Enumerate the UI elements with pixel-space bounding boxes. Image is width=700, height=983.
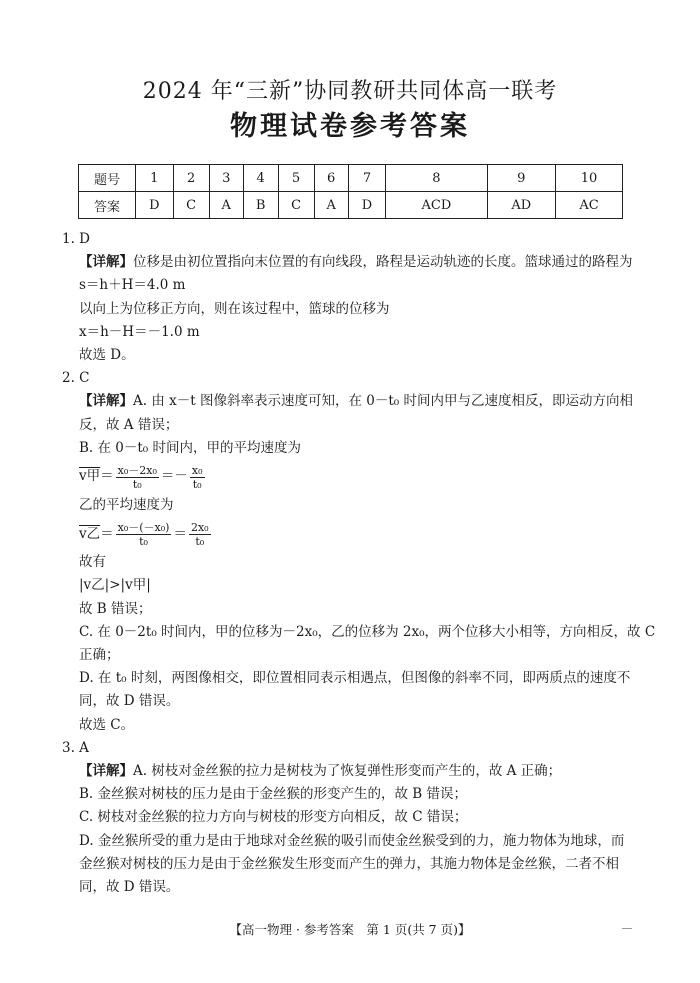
answer-cell: D xyxy=(348,192,386,219)
explanation-line: 故 B 错误； xyxy=(79,600,152,617)
equation-average-velocity-yi: v乙 ＝ $\frac{\text{x₀－(－x₀)}}{\text{t₀}}$ ＝ $\frac{\text{2x₀}}{\text{t₀}}$ xyxy=(79,520,209,548)
explanation-text: ₀ 时间内甲与乙速度相反，即运动方向相 xyxy=(393,393,633,410)
question-number: 8 xyxy=(386,165,487,192)
fraction: $\frac{\text{2x₀}}{\text{t₀}}$ xyxy=(190,520,209,548)
answer-cell: AC xyxy=(555,192,622,219)
explanation-line: 故有 xyxy=(79,554,106,571)
question-heading: 1. D xyxy=(62,231,90,247)
answer-cell: A xyxy=(209,192,243,219)
question-heading: 3. A xyxy=(62,739,89,756)
answer-table-header: 答案 xyxy=(79,192,136,219)
answer-cell: C xyxy=(173,192,209,219)
explanation-line: C. 树枝对金丝猴的拉力方向与树枝的形变方向相反，故 C 错误； xyxy=(79,809,468,826)
answer-cell: ACD xyxy=(386,192,487,219)
answer-table xyxy=(78,164,623,219)
explanation-text: 位移是由初位置指向末位置的有向线段，路程是运动轨迹的长度。篮球通过的路程为 xyxy=(133,254,633,271)
answer-table-number-row xyxy=(79,165,623,192)
conclusion-line: 故选 D。 xyxy=(79,347,135,364)
explanation-line: B. 金丝猴对树枝的压力是由于金丝猴的形变产生的，故 B 错误； xyxy=(79,786,468,803)
equation-lhs: v甲 xyxy=(79,468,101,485)
equation-average-velocity-jia: v甲 ＝ $\frac{\text{x₀－2x₀}}{\text{t₀}}$ ＝－ $\frac{\text{x₀}}{\text{t₀}}$ xyxy=(79,463,203,491)
question-number: 7 xyxy=(348,165,386,192)
explanation-text: A. 由 x－t 图像斜率表示速度可知，在 0－t xyxy=(133,393,394,410)
answer-cell: AD xyxy=(487,192,555,219)
explanation-line: 反，故 A 错误； xyxy=(79,416,179,433)
fraction: $\frac{\text{x₀}}{\text{t₀}}$ xyxy=(191,463,203,491)
explanation-line: 同，故 D 错误。 xyxy=(79,693,180,710)
fraction: $\frac{\text{x₀－(－x₀)}}{\text{t₀}}$ xyxy=(117,520,170,548)
formula-line: x＝h－H＝－1.0 m xyxy=(79,323,200,340)
answer-explanations xyxy=(62,228,656,899)
explanation-line: 以向上为位移正方向，则在该过程中，篮球的位移为 xyxy=(79,300,390,317)
explanation-line: 乙的平均速度为 xyxy=(79,497,174,514)
question-number: 1 xyxy=(136,165,174,192)
equation-lhs: v乙 xyxy=(79,525,101,542)
divider xyxy=(622,928,632,929)
document-title: 物理试卷参考答案 xyxy=(230,111,470,142)
explanation-line xyxy=(62,251,642,274)
explanation-line xyxy=(62,390,642,413)
question-number: 2 xyxy=(173,165,209,192)
question-number: 4 xyxy=(243,165,278,192)
exam-title: 2024 年“三新”协同教研共同体高一联考 xyxy=(142,79,558,104)
question-number: 5 xyxy=(278,165,314,192)
explanation-line: D. 金丝猴所受的重力是由于地球对金丝猴的吸引而使金丝猴受到的力，施力物体为地球，而 xyxy=(79,832,625,849)
answer-cell: B xyxy=(243,192,278,219)
answer-cell: A xyxy=(314,192,348,219)
question-number: 6 xyxy=(314,165,348,192)
question-number: 3 xyxy=(209,165,243,192)
page-footer: 【高一物理 · 参考答案 第 1 页(共 7 页)】 xyxy=(229,922,471,937)
question-number: 10 xyxy=(555,165,622,192)
explanation-line: 正确； xyxy=(79,647,120,664)
detail-tag: 【详解】 xyxy=(79,393,133,410)
detail-tag: 【详解】 xyxy=(79,254,133,271)
question-number: 9 xyxy=(487,165,555,192)
answer-cell: C xyxy=(278,192,314,219)
explanation-line: 同，故 D 错误。 xyxy=(79,879,180,896)
explanation-line: D. 在 t₀ 时刻，两图像相交，即位置相同表示相遇点，但图像的斜率不同，即两质点的速度不 xyxy=(79,670,631,687)
answer-table-answer-row xyxy=(79,192,623,219)
explanation-line xyxy=(62,760,642,783)
formula-line: s＝h＋H＝4.0 m xyxy=(79,277,186,294)
explanation-line: B. 在 0－t₀ 时间内，甲的平均速度为 xyxy=(79,439,302,456)
fraction: $\frac{\text{x₀－2x₀}}{\text{t₀}}$ xyxy=(117,463,157,491)
detail-tag: 【详解】 xyxy=(79,763,133,780)
answer-table-header: 题号 xyxy=(79,165,136,192)
answer-cell: D xyxy=(136,192,174,219)
explanation-line: C. 在 0－2t₀ 时间内，甲的位移为－2x₀，乙的位移为 2x₀，两个位移大小相等，方向相反，故 C xyxy=(79,623,656,640)
conclusion-line: 故选 C。 xyxy=(79,716,135,733)
formula-line: |v乙|>|v甲| xyxy=(79,577,151,594)
explanation-line: 金丝猴对树枝的压力是由于金丝猴发生形变而产生的弹力，其施力物体是金丝猴，二者不相 xyxy=(79,855,619,872)
question-heading: 2. C xyxy=(62,370,90,387)
explanation-text: A. 树枝对金丝猴的拉力是树枝为了恢复弹性形变而产生的，故 A 正确； xyxy=(133,763,562,780)
